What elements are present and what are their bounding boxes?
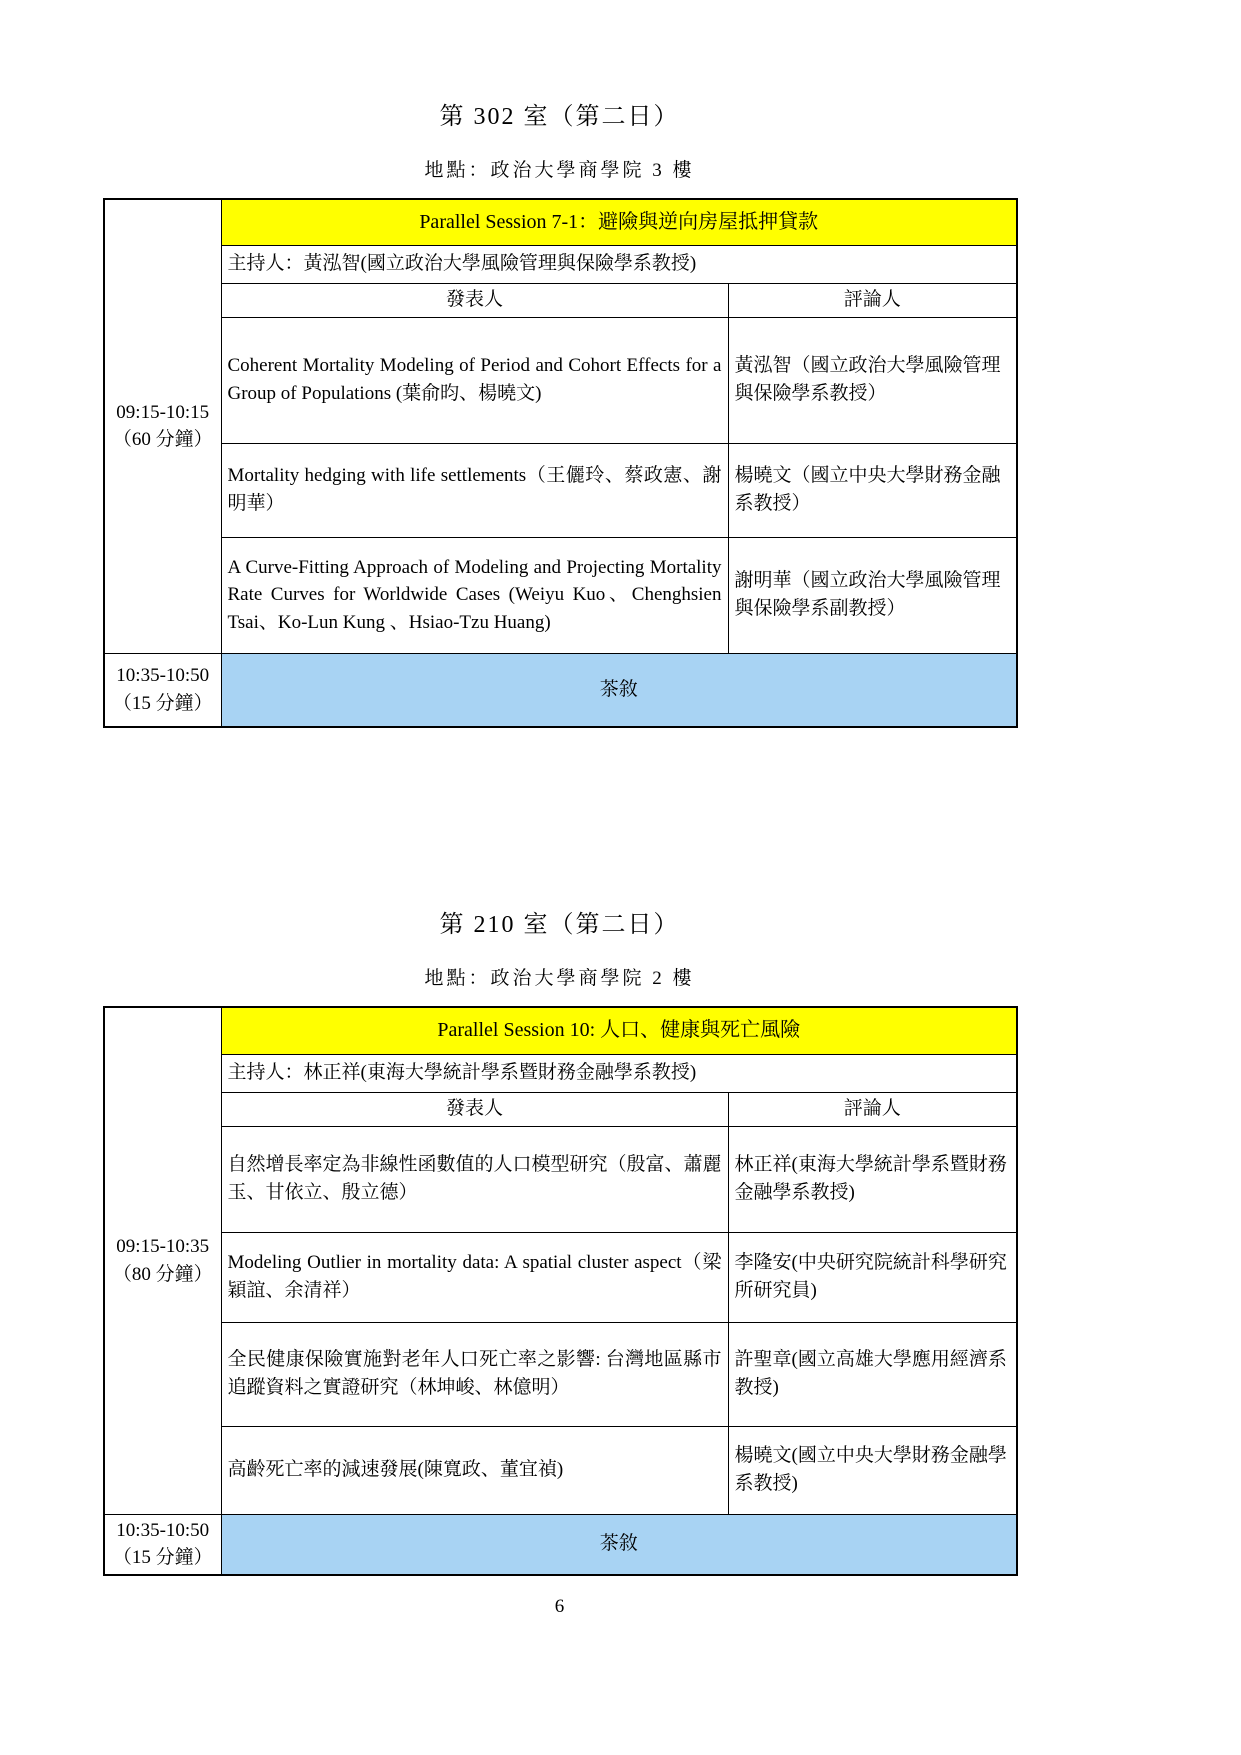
paper-discussant-cell: 林正祥(東海大學統計學系暨財務金融學系教授): [728, 1126, 1017, 1232]
paper-discussant-cell: 楊曉文（國立中央大學財務金融系教授）: [728, 443, 1017, 537]
paper-discussant-cell: 李隆安(中央研究院統計科學研究所研究員): [728, 1232, 1017, 1322]
paper-discussant-cell: 許聖章(國立高雄大學應用經濟系教授): [728, 1322, 1017, 1426]
paper-title-cell: Modeling Outlier in mortality data: A spatial cluster aspect（梁穎誼、余清祥）: [221, 1232, 728, 1322]
section-title-room-302: 第 302 室（第二日）: [439, 104, 680, 130]
page-content: [103, 0, 1016, 1617]
paper-discussant-cell: 楊曉文(國立中央大學財務金融學系教授): [728, 1426, 1017, 1514]
paper-discussant-cell: 黃泓智（國立政治大學風險管理與保險學系教授）: [728, 317, 1017, 443]
time-cell: [104, 199, 221, 653]
time-duration: （80 分鐘）: [112, 1263, 213, 1285]
tea-break-cell: 茶敘: [221, 653, 1017, 727]
break-time-range: 10:35-10:50: [116, 665, 210, 687]
paper-title-cell: Coherent Mortality Modeling of Period and Cohort Effects for a Group of Populations (葉俞昀、楊曉文): [221, 317, 728, 443]
time-range: 09:15-10:35: [116, 1236, 210, 1258]
session-header-cell: Parallel Session 10: 人口、健康與死亡風險: [221, 1007, 1017, 1054]
time-range: 09:15-10:15: [116, 401, 210, 423]
paper-title-cell: 全民健康保險實施對老年人口死亡率之影響: 台灣地區縣市追蹤資料之實證研究（林坤峻、林億明）: [221, 1322, 728, 1426]
break-time-duration: （15 分鐘）: [112, 1547, 213, 1569]
moderator-cell: 主持人：黃泓智(國立政治大學風險管理與保險學系教授): [221, 245, 1017, 283]
section-location-room-210: 地點：政治大學商學院 2 樓: [424, 968, 695, 989]
paper-title-cell: Mortality hedging with life settlements（王儷玲、蔡政憲、謝明華）: [221, 443, 728, 537]
schedule-table-room-302: [103, 198, 1018, 728]
presenter-column-header: 發表人: [221, 1092, 728, 1126]
discussant-column-header: 評論人: [728, 283, 1017, 317]
time-duration: （60 分鐘）: [112, 429, 213, 451]
tea-break-cell: 茶敘: [221, 1514, 1017, 1575]
session-header-cell: Parallel Session 7-1：避險與逆向房屋抵押貸款: [221, 199, 1017, 245]
break-time-duration: （15 分鐘）: [112, 692, 213, 714]
break-time-cell: [104, 653, 221, 727]
paper-title-cell: 高齡死亡率的減速發展(陳寬政、董宜禎): [221, 1426, 728, 1514]
break-time-range: 10:35-10:50: [116, 1519, 210, 1541]
paper-title-cell: 自然增長率定為非線性函數值的人口模型研究（殷富、蕭麗玉、甘依立、殷立德）: [221, 1126, 728, 1232]
schedule-table-room-210: [103, 1006, 1018, 1576]
section-title-room-210: 第 210 室（第二日）: [439, 912, 680, 938]
break-time-cell: [104, 1514, 221, 1575]
section-location-room-302: 地點：政治大學商學院 3 樓: [424, 160, 695, 181]
page-number: 6: [554, 1596, 565, 1617]
time-cell: [104, 1007, 221, 1514]
discussant-column-header: 評論人: [728, 1092, 1017, 1126]
presenter-column-header: 發表人: [221, 283, 728, 317]
paper-title-cell: A Curve-Fitting Approach of Modeling and Projecting Mortality Rate Curves for Worldwide Cases (Weiyu Kuo、Chenghsien Tsai、Ko-Lun Kung 、Hsiao-Tzu Huang): [221, 537, 728, 653]
moderator-cell: 主持人：林正祥(東海大學統計學系暨財務金融學系教授): [221, 1054, 1017, 1092]
paper-discussant-cell: 謝明華（國立政治大學風險管理與保險學系副教授）: [728, 537, 1017, 653]
